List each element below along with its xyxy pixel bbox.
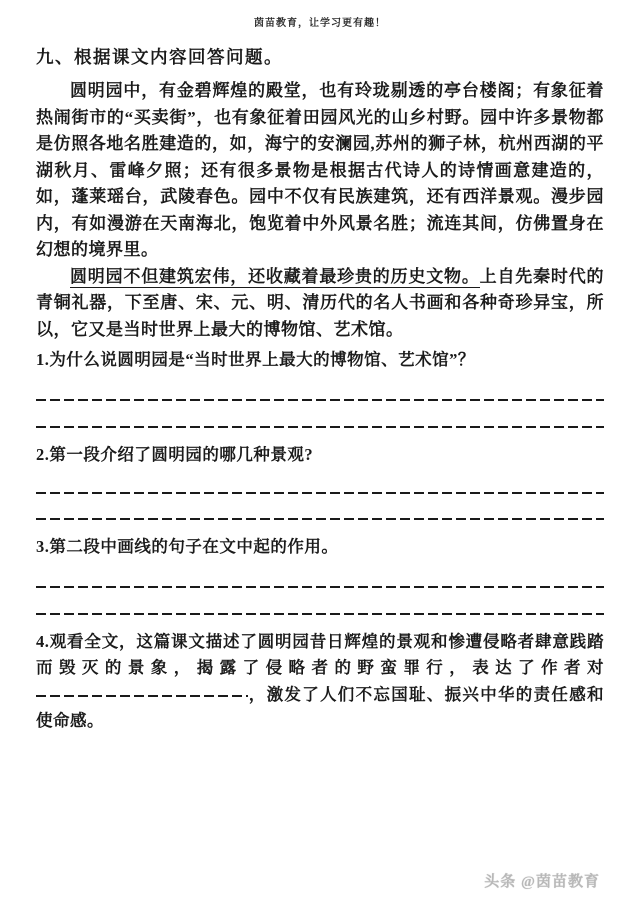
question-4 [36, 629, 604, 735]
question-4-text-before-blank: 4.观看全文，这篇课文描述了圆明园昔日辉煌的景观和惨遭侵略者肆意践踏而毁灭的景象，揭露了侵略者的野蛮罪行，表达了作者对 [36, 631, 604, 677]
header-slogan: 茵苗教育，让学习更有趣！ [254, 18, 386, 29]
answer-line [36, 492, 604, 494]
fill-in-blank-line [36, 695, 248, 697]
answer-line [36, 586, 604, 588]
passage-paragraph-2 [36, 264, 604, 344]
watermark-toutiao: 头条 @茵苗教育 [484, 874, 600, 890]
answer-line [36, 426, 604, 428]
question-2: 2.第一段介绍了圆明园的哪几种景观? [36, 444, 314, 464]
passage-paragraph-1: 圆明园中，有金碧辉煌的殿堂，也有玲珑剔透的亭台楼阁；有象征着热闹街市的“买卖街”，也有象征着田园风光的山乡村野。园中许多景物都是仿照各地名胜建造的，如，海宁的安澜园,苏州的狮子林，杭州西湖的平湖秋月、雷峰夕照；还有很多景物是根据古代诗人的诗情画意建造的，如，蓬莱瑶台，武陵春色。园中不仅有民族建筑，还有西洋景观。漫步园内，有如漫游在天南海北，饱览着中外风景名胜；流连其间，仿佛置身在幻想的境界里。 [36, 81, 604, 259]
answer-line [36, 399, 604, 401]
question-3: 3.第二段中画线的句子在文中起的作用。 [36, 537, 339, 556]
underlined-sentence: 圆明园不但建筑宏伟，还收藏着最珍贵的历史文物。 [70, 266, 480, 286]
question-1: 1.为什么说圆明园是“当时世界上最大的博物馆、艺术馆”？ [36, 350, 475, 369]
section-title: 九、根据课文内容回答问题。 [36, 47, 283, 67]
answer-line [36, 613, 604, 615]
question-4-text-after-blank: ，激发了人们不忘国耻、振兴中华的责任感和使命感。 [36, 684, 604, 730]
paragraph-2-rest: 上自先秦时代的青铜礼器，下至唐、宋、元、明、清历代的名人书画和各种奇珍异宝，所以，它又是当时世界上最大的博物馆、艺术馆。 [36, 266, 605, 339]
answer-line [36, 518, 604, 520]
